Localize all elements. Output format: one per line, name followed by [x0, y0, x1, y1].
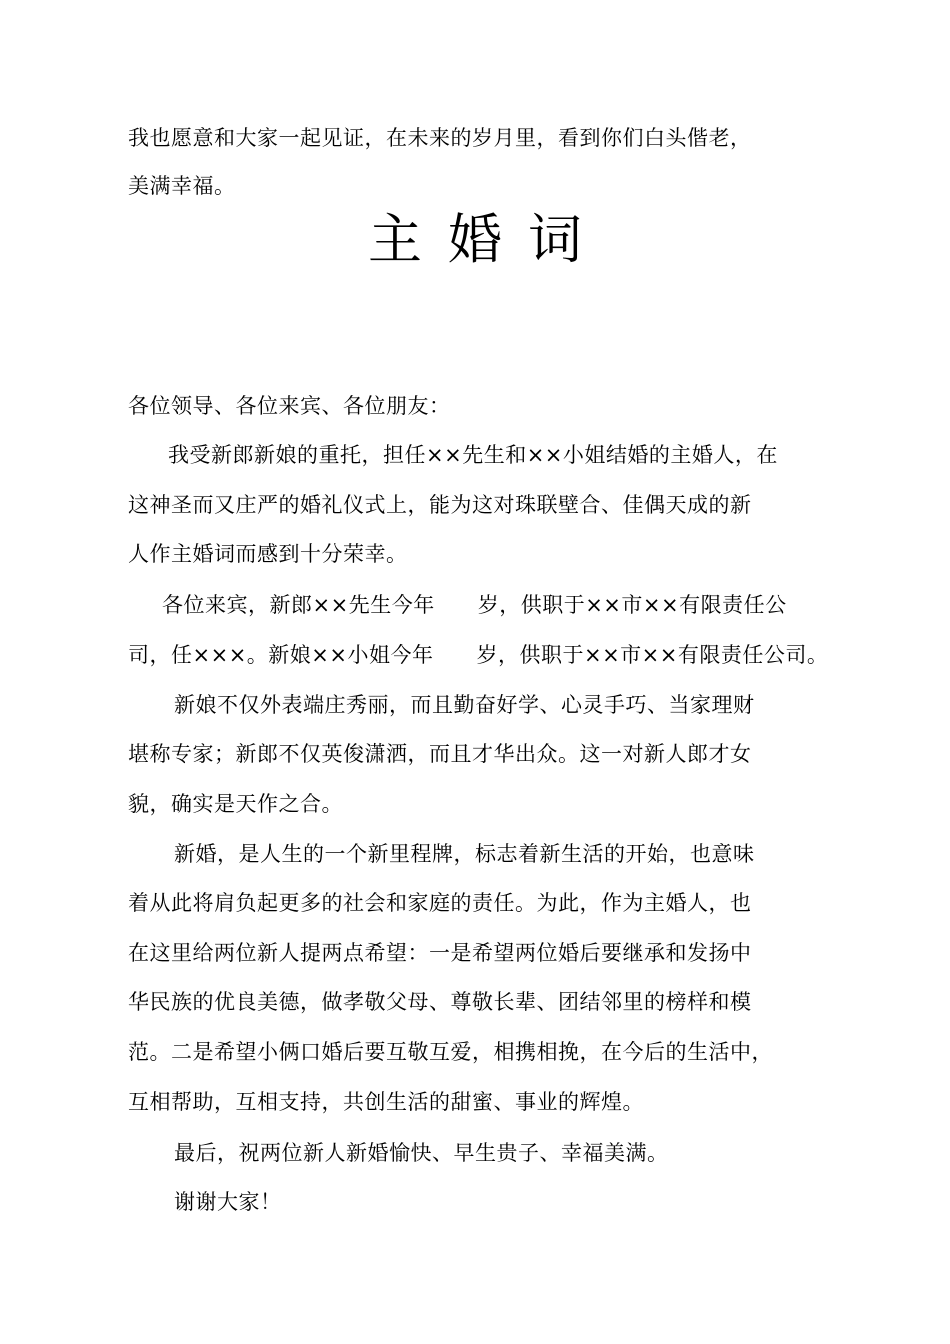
paragraph-3-line-3: 貌，确实是天作之合。 — [128, 792, 343, 816]
paragraph-3-line-1: 新娘不仅外表端庄秀丽，而且勤奋好学、心灵手巧、当家理财 — [174, 693, 755, 717]
paragraph-2-line-1: 各位来宾，新郎××先生今年 岁，供职于××市××有限责任公 — [162, 593, 787, 617]
paragraph-4-line-3: 在这里给两位新人提两点希望：一是希望两位婚后要继承和发扬中 — [128, 941, 752, 965]
paragraph-4-line-4: 华民族的优良美德，做孝敬父母、尊敬长辈、团结邻里的榜样和模 — [128, 990, 752, 1014]
paragraph-1-line-1: 我受新郎新娘的重托，担任××先生和××小姐结婚的主婚人，在 — [168, 443, 778, 467]
paragraph-1-line-3: 人作主婚词而感到十分荣幸。 — [128, 542, 408, 566]
intro-line-2: 美满幸福。 — [128, 174, 236, 198]
paragraph-4-line-2: 着从此将肩负起更多的社会和家庭的责任。为此，作为主婚人，也 — [128, 891, 752, 915]
paragraph-1-line-2: 这神圣而又庄严的婚礼仪式上，能为这对珠联壁合、佳偶天成的新 — [128, 493, 752, 517]
paragraph-5-line-1: 最后，祝两位新人新婚愉快、早生贵子、幸福美满。 — [174, 1141, 669, 1165]
paragraph-6-line-1: 谢谢大家！ — [174, 1190, 282, 1214]
page-title: 主婚词 — [368, 208, 608, 271]
paragraph-4-line-5: 范。二是希望小俩口婚后要互敬互爱，相携相挽，在今后的生活中， — [128, 1040, 773, 1064]
paragraph-3-line-2: 堪称专家；新郎不仅英俊潇洒，而且才华出众。这一对新人郎才女 — [128, 742, 752, 766]
intro-line-1: 我也愿意和大家一起见证，在未来的岁月里，看到你们白头偕老， — [128, 126, 752, 150]
paragraph-4-line-6: 互相帮助，互相支持，共创生活的甜蜜、事业的辉煌。 — [128, 1090, 644, 1114]
paragraph-2-line-2: 司，任×××。新娘××小姐今年 岁，供职于××市××有限责任公司。 — [128, 643, 829, 667]
paragraph-4-line-1: 新婚，是人生的一个新里程牌，标志着新生活的开始，也意味 — [174, 842, 755, 866]
salutation: 各位领导、各位来宾、各位朋友： — [128, 394, 451, 418]
